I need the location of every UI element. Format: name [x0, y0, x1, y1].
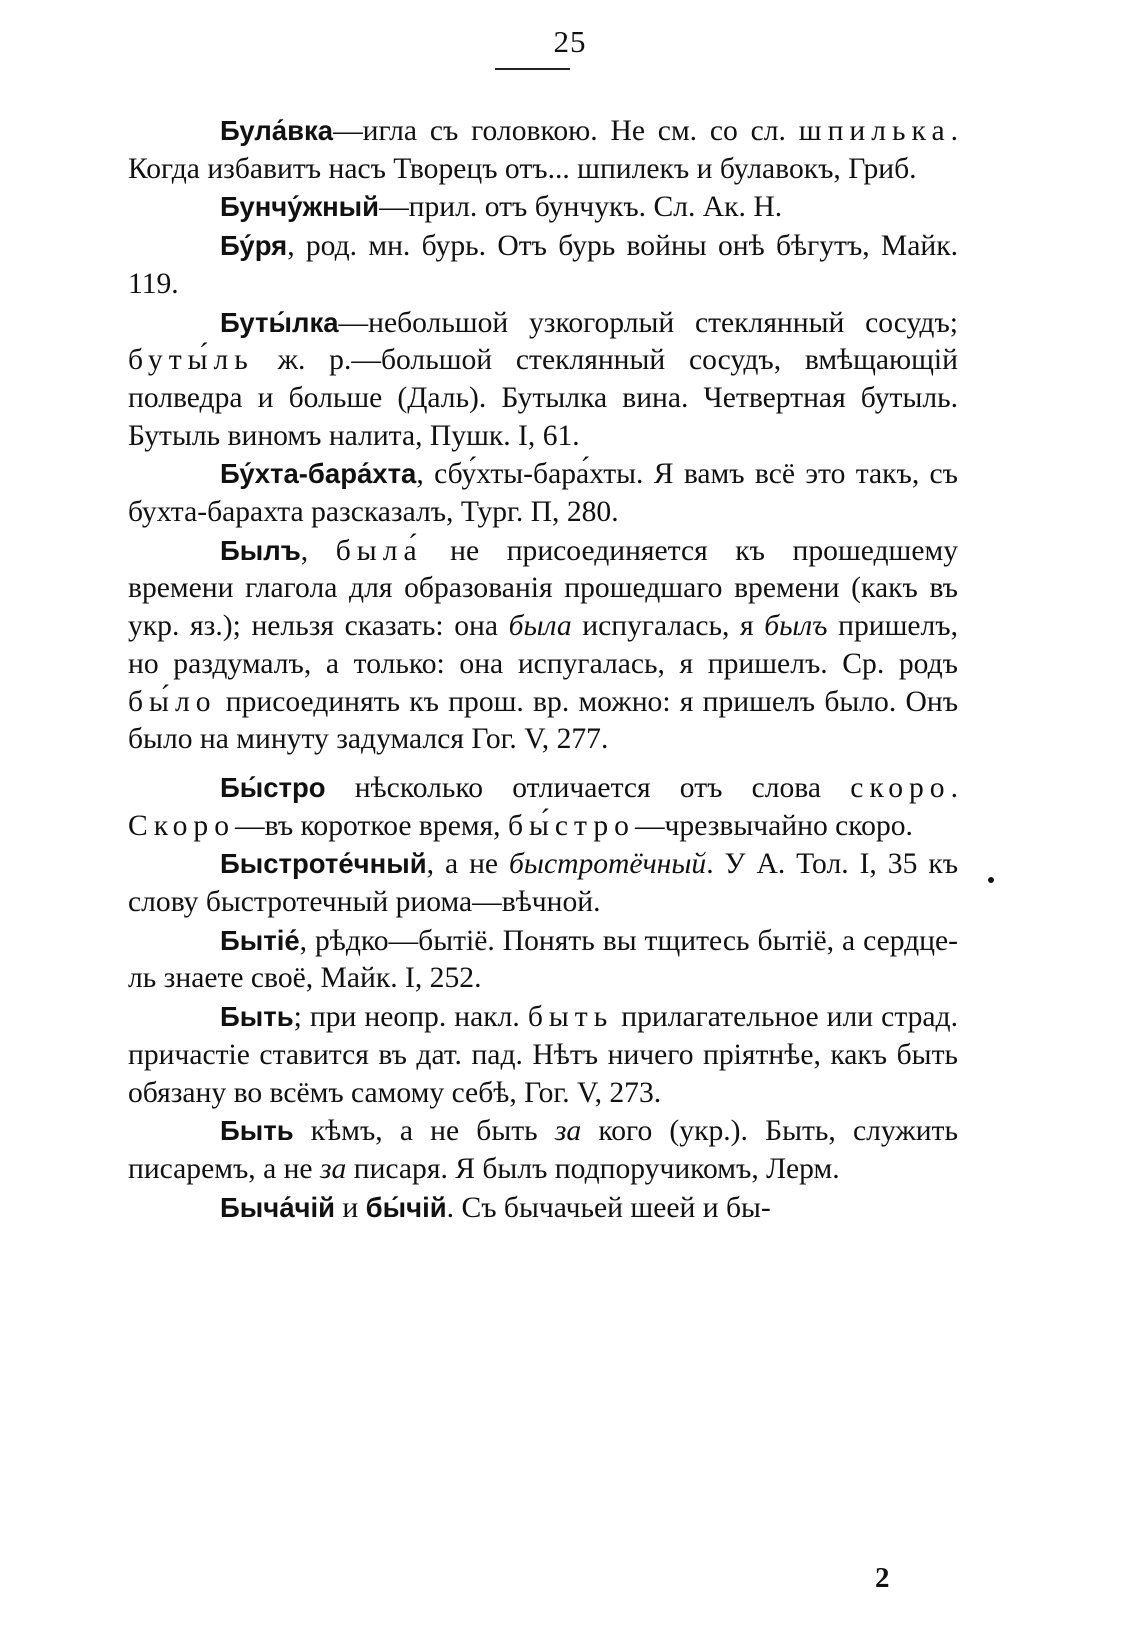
entry-text: прилагательное или страд. причастіе ставится въ дат. пад. Нѣтъ ничего пріятнѣе, какъ быть обязану во всёмъ самому себѣ, Гог. V, 273.	[128, 1001, 958, 1109]
entry-text: кого (укр.). Быть, служить писаремъ, а не	[128, 1115, 958, 1185]
entry-text: , рѣдко—бытіё. Понять вы тщитесь бытіё, а сердце-ль знаете своё, Майк. I, 252.	[128, 924, 958, 995]
signature-mark: 2	[875, 1562, 890, 1594]
entry-headword: Бу́ря	[220, 230, 288, 262]
spaced-word: бы́ло	[128, 685, 217, 718]
dictionary-entry	[128, 532, 958, 759]
spaced-word: скоро	[850, 771, 951, 804]
entry-headword: Быть	[220, 1115, 294, 1147]
entry-headword: Былъ	[220, 534, 301, 566]
page-number: 25	[553, 24, 587, 59]
margin-dot	[988, 877, 994, 883]
entry-text: не присоединяется къ прошедшему времени глагола для образованія прошедшаго времени (какъ въ укр. яз.); нельзя сказать: она	[128, 534, 959, 643]
entry-text: —игла съ головкою. Не см. со сл.	[333, 115, 799, 147]
dictionary-entry	[128, 304, 958, 456]
entry-text: .	[950, 771, 958, 804]
entry-text: —прил. отъ бунчукъ. Сл. Ак. Н.	[379, 191, 783, 224]
dictionary-entry	[128, 922, 958, 998]
entry-text: присоединять къ прош. вр. можно: я пришелъ было. Онъ было на минуту задумался Гог. V, 277.	[128, 685, 958, 756]
italic-example: была	[508, 610, 572, 643]
spaced-word: Скоро	[128, 809, 236, 842]
entry-headword: Буты́лка	[220, 306, 339, 338]
spaced-word: буты́ль	[128, 344, 254, 377]
entry-headword: бы́чій	[365, 1191, 447, 1223]
entry-text: —чрезвычайно скоро.	[634, 809, 913, 842]
entry-text: писаря. Я былъ подпоручикомъ, Лерм.	[346, 1152, 840, 1185]
entry-text: . У А. Тол. I, 35 къ слову быстротечный риома—вѣчной.	[128, 848, 959, 919]
dictionary-text	[128, 112, 958, 1227]
entry-text: пришелъ, но раздумалъ, а только: она испугалась, я пришелъ. Ср. родъ	[128, 610, 958, 680]
spaced-word: шпилька	[798, 115, 951, 147]
italic-example: за	[554, 1115, 582, 1148]
entry-headword: Бунчу́жный	[220, 191, 380, 223]
italic-example: за	[319, 1152, 347, 1185]
entry-text: нѣсколько отличается отъ слова	[325, 771, 851, 804]
entry-text: ,	[300, 534, 336, 567]
entry-text: . Когда избавитъ насъ Творецъ отъ... шпилекъ и булавокъ, Гриб.	[128, 115, 958, 185]
entry-headword: Бы́стро	[220, 771, 326, 803]
dictionary-entry	[128, 455, 958, 531]
entry-text: ; при неопр. накл.	[293, 1001, 528, 1034]
italic-example: былъ	[764, 610, 828, 643]
italic-example: быстротёчный	[509, 848, 707, 881]
entry-headword: Була́вка	[220, 115, 334, 146]
entry-text: , а не	[426, 848, 510, 881]
entry-text: и	[335, 1191, 366, 1224]
dictionary-entry	[128, 1189, 958, 1228]
entry-text: ж. р.—большой стеклянный сосудъ, вмѣщающій полведра и больше (Даль). Бутылка вина. Четвертная бутыль. Бутыль виномъ налита, Пушк. I, 61.	[128, 344, 958, 452]
entry-text: , сбу́хты-бара́хты. Я вамъ всё это такъ, съ бухта-барахта разсказалъ, Тург. П, 280.	[128, 458, 958, 529]
dictionary-entry	[128, 188, 958, 227]
dictionary-entry	[128, 227, 958, 303]
spaced-word: быть	[527, 1001, 614, 1034]
spaced-word: бы́стро	[507, 809, 635, 842]
dictionary-entry	[128, 112, 958, 188]
entry-headword: Быстроте́чный	[220, 848, 427, 880]
entry-text: —небольшой узкогорлый стеклянный сосудъ;	[338, 306, 958, 339]
entry-text: кѣмъ, а не быть	[293, 1115, 555, 1148]
dictionary-entry	[128, 998, 958, 1112]
dictionary-entry	[128, 1112, 958, 1188]
entry-headword: Бытіе́	[220, 924, 300, 956]
entry-headword: Бу́хта-бара́хта	[220, 458, 417, 490]
entry-headword: Быть	[220, 1001, 294, 1033]
spaced-word: была́	[335, 534, 423, 567]
dictionary-entry	[128, 845, 958, 921]
entry-text: . Съ бычачьей шеей и бы-	[446, 1191, 771, 1224]
entry-text: , род. мн. бурь. Отъ бурь войны онѣ бѣгутъ, Майк. 119.	[128, 230, 958, 300]
entry-text: испугалась, я	[571, 610, 765, 643]
entry-text: —въ короткое время,	[235, 809, 508, 842]
entry-headword: Быча́чій	[220, 1191, 336, 1223]
header-rule	[495, 68, 570, 70]
dictionary-entry	[128, 769, 958, 845]
